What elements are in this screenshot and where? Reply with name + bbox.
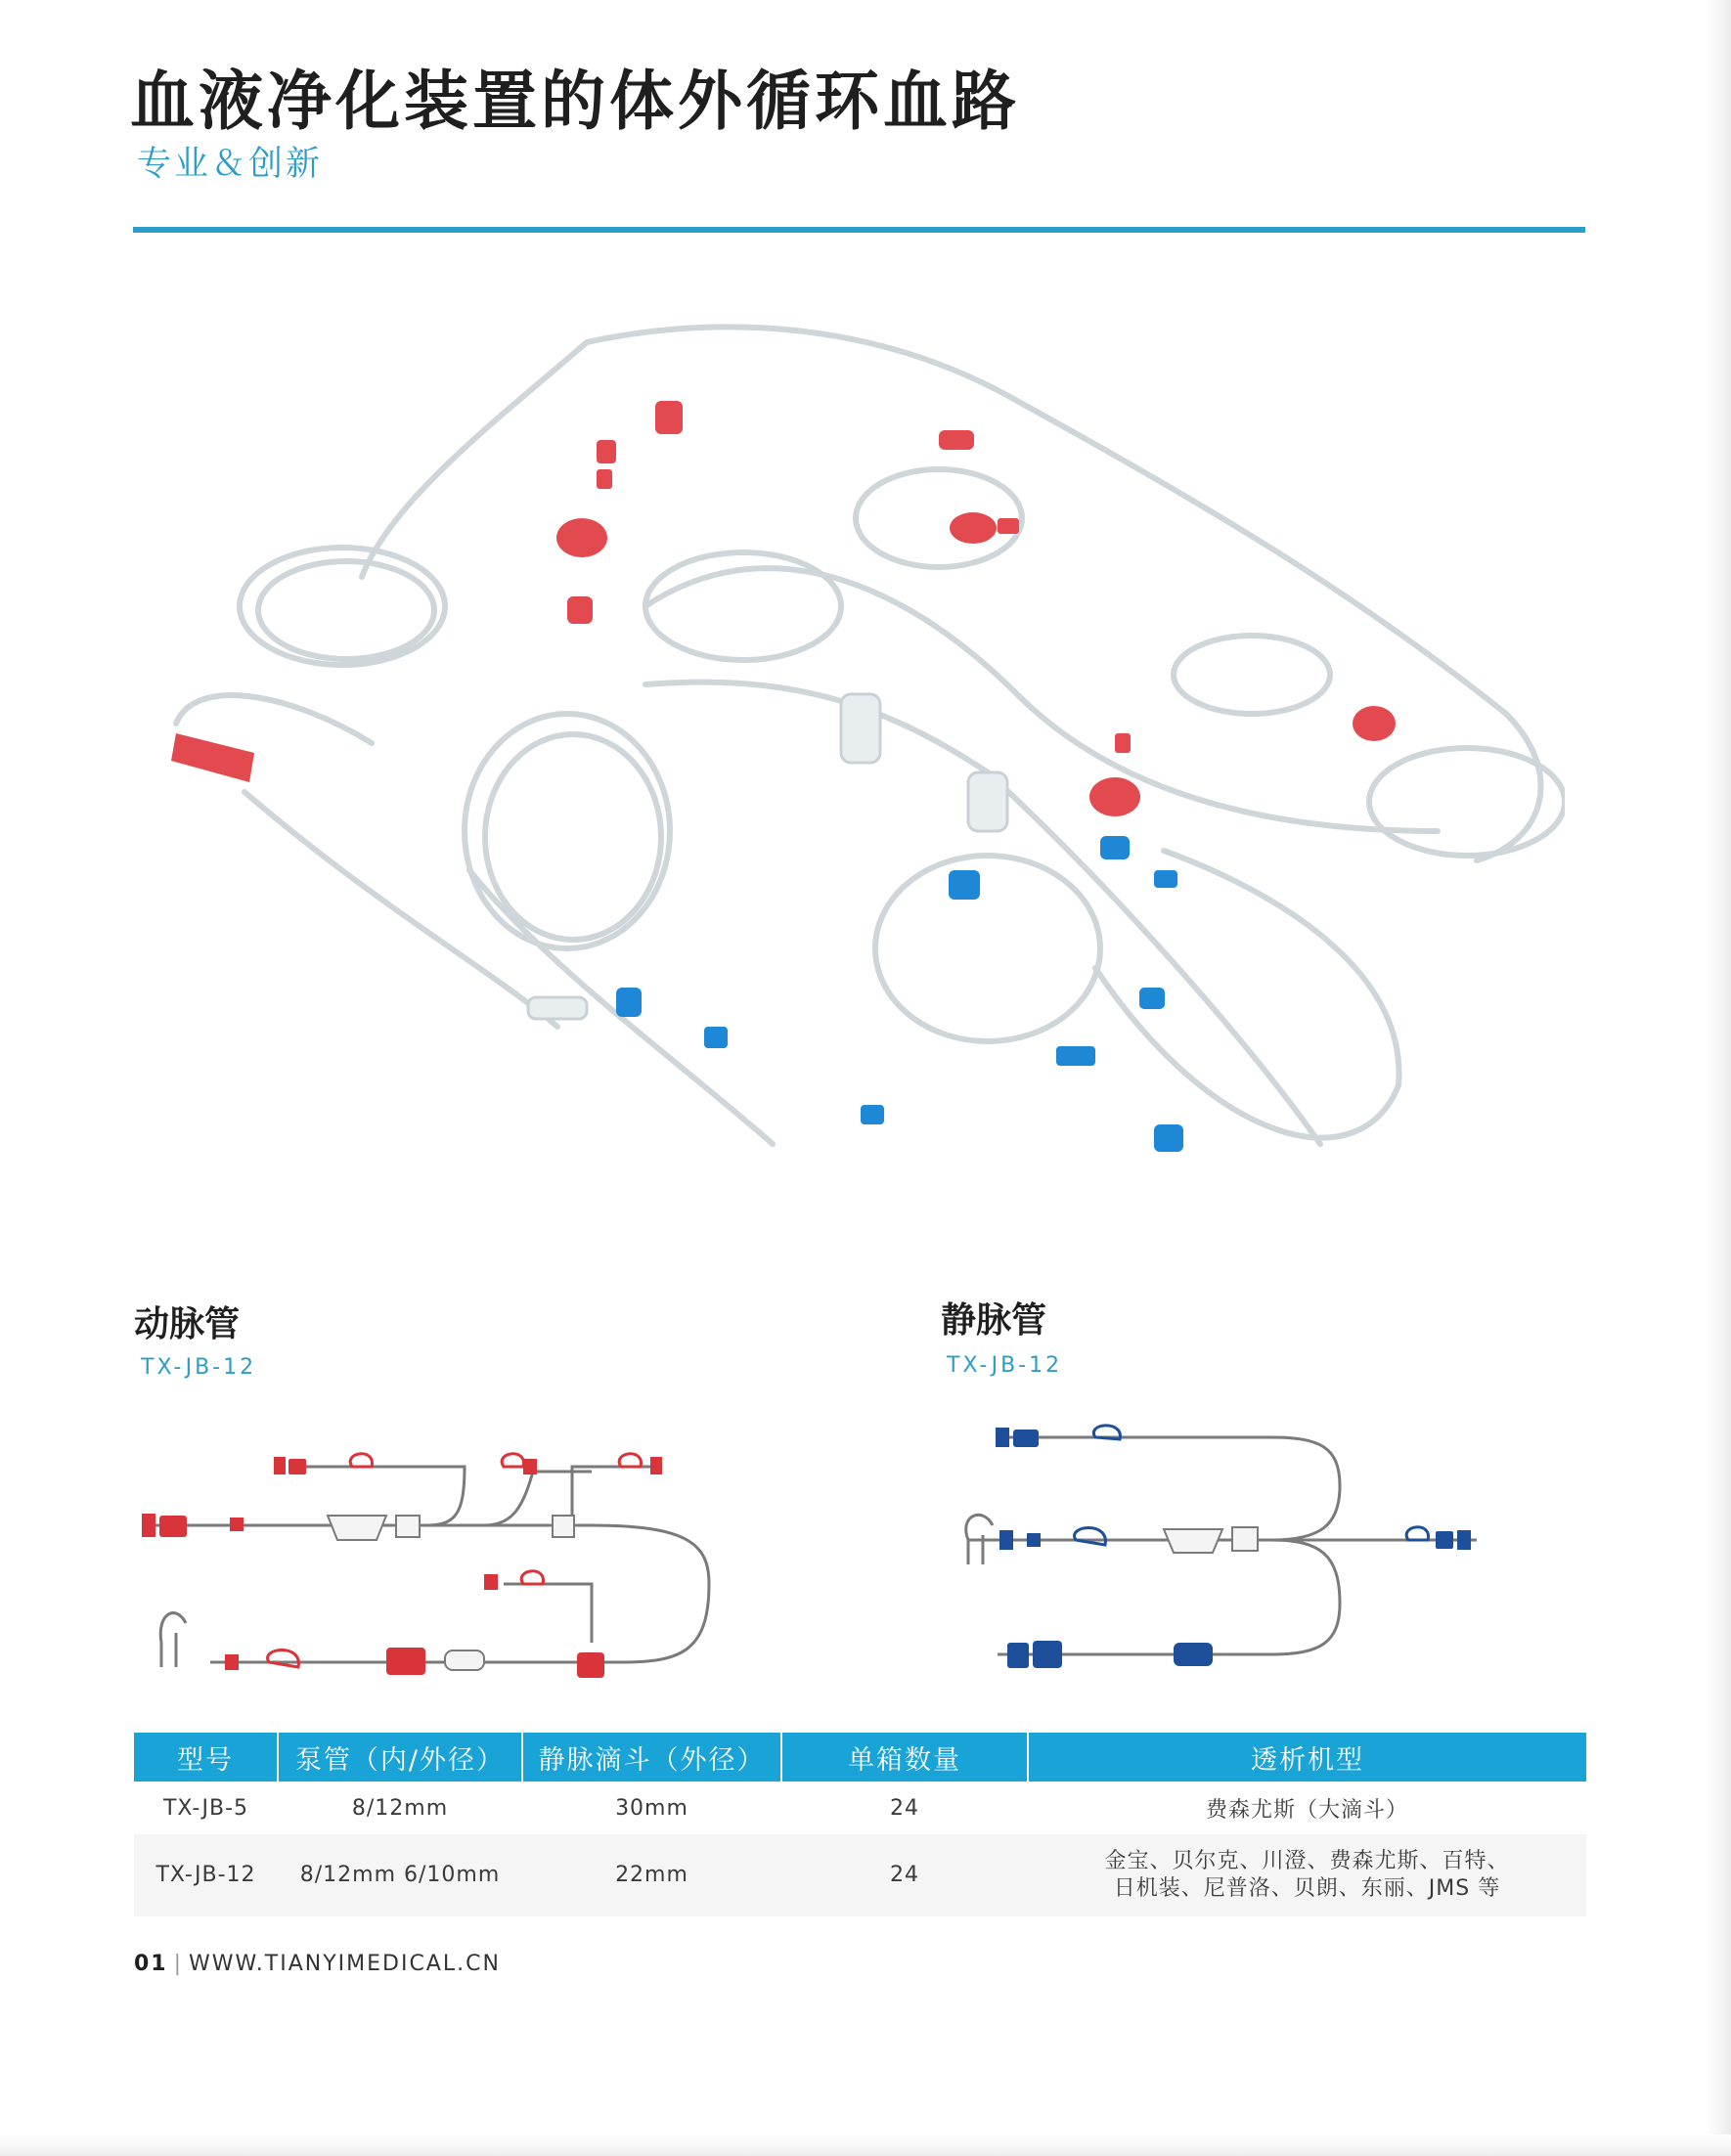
page-number: 01: [134, 1952, 168, 1976]
page-subtitle: 专业＆创新: [137, 145, 324, 184]
header-drip-chamber: 静脉滴斗（外径）: [522, 1733, 781, 1782]
header-machine-model: 透析机型: [1028, 1733, 1586, 1782]
page-footer: [134, 1952, 501, 1976]
arterial-line-diagram-icon: [132, 1408, 719, 1701]
cell-qty: 24: [781, 1782, 1028, 1834]
page-title: 血液净化装置的体外循环血路: [130, 64, 1020, 139]
cell-machine: [1028, 1834, 1586, 1916]
blood-line-set-photo-icon: [137, 284, 1565, 1242]
page-edge-shadow: [1706, 0, 1731, 2156]
cell-model: TX-JB-5: [134, 1782, 278, 1834]
table-row: [134, 1782, 1586, 1834]
venous-code: TX-JB-12: [947, 1353, 1063, 1378]
header-pump-tube: 泵管（内/外径）: [278, 1733, 522, 1782]
table-row: [134, 1834, 1586, 1916]
header-divider: [133, 227, 1585, 233]
header-box-quantity: 单箱数量: [781, 1733, 1028, 1782]
venous-line-diagram-icon: [949, 1408, 1516, 1701]
cell-machine: 费森尤斯（大滴斗）: [1028, 1782, 1586, 1834]
cell-pump: 8/12mm: [278, 1782, 522, 1834]
footer-separator: |: [173, 1952, 184, 1976]
arterial-title: 动脉管: [134, 1304, 241, 1344]
page-bottom-shadow: [0, 2134, 1731, 2156]
cell-qty: 24: [781, 1834, 1028, 1916]
cell-drip: 30mm: [522, 1782, 781, 1834]
cell-pump: 8/12mm 6/10mm: [278, 1834, 522, 1916]
website-url[interactable]: WWW.TIANYIMEDICAL.CN: [189, 1952, 501, 1976]
cell-model: TX-JB-12: [134, 1834, 278, 1916]
spec-table-header: [134, 1733, 1586, 1782]
header-model: 型号: [134, 1733, 278, 1782]
arterial-code: TX-JB-12: [141, 1355, 257, 1380]
spec-table: [134, 1733, 1586, 1916]
cell-machine-line-2: 日机装、尼普洛、贝朗、东丽、JMS 等: [1113, 1876, 1501, 1901]
venous-title: 静脉管: [941, 1300, 1047, 1341]
cell-drip: 22mm: [522, 1834, 781, 1916]
cell-machine-line-1: 金宝、贝尔克、川澄、费森尤斯、百特、: [1104, 1849, 1510, 1873]
